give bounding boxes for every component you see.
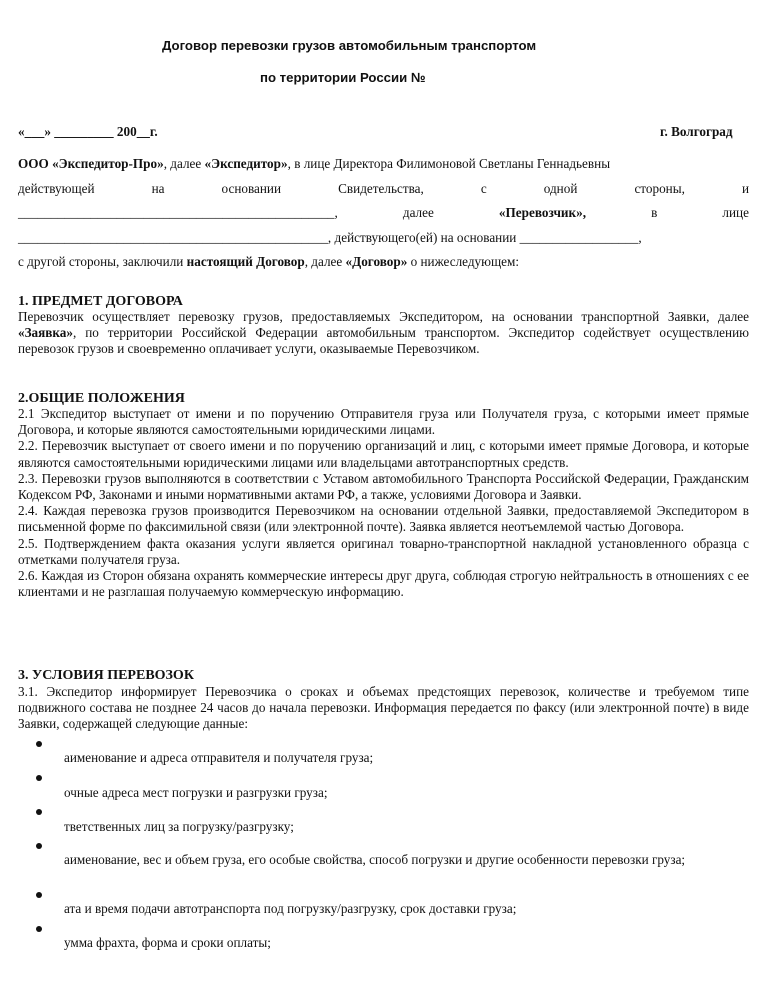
contract-term: настоящий Договор: [186, 254, 305, 269]
preamble-line-3: [18, 205, 749, 221]
document-subtitle: по территории России №: [260, 70, 426, 85]
preamble-text: с другой стороны, заключили: [18, 254, 187, 269]
company-name: ООО «Экспедитор-Про»: [18, 156, 164, 171]
list-item: ата и время подачи автотранспорта под погрузку/разгрузку, срок доставки груза;: [64, 901, 517, 916]
preamble-line-5: [18, 254, 519, 270]
preamble-text: , далее: [304, 254, 346, 269]
carrier-term: «Перевозчик»,: [498, 205, 586, 220]
word: и: [741, 181, 749, 196]
preamble-text-1: , далее: [163, 156, 205, 171]
word: далее: [402, 205, 434, 220]
list-item: аименование и адреса отправителя и получателя груза;: [64, 750, 374, 765]
carrier-blank: ________________________________________________,: [18, 205, 338, 220]
word: Свидетельства,: [338, 181, 424, 196]
bullet-icon: [36, 926, 42, 932]
section-1-paragraph: [18, 309, 749, 358]
word: на: [151, 181, 165, 196]
clause-2-2: 2.2. Перевозчик выступает от своего имени и по поручению организаций и лиц, с которыми имеет прямые Договора, и которые являются самостоятельными юридическими лицами или владельцами автотранспортных средств.: [18, 438, 749, 470]
bullet-icon: [36, 741, 42, 747]
document-title: Договор перевозки грузов автомобильным транспортом: [162, 38, 537, 53]
clause-2-6: 2.6. Каждая из Сторон обязана охранять коммерческие интересы друг друга, соблюдая строгую нейтральность в отношениях с ее клиентами и не разглашая получаемую коммерческую информацию.: [18, 568, 749, 600]
contract-city: г. Волгоград: [660, 124, 733, 139]
contract-short-term: «Договор»: [345, 254, 408, 269]
word: лице: [722, 205, 749, 220]
bullet-icon: [36, 809, 42, 815]
section-2-body: [18, 406, 749, 600]
list-item: очные адреса мест погрузки и разгрузки груза;: [64, 785, 328, 800]
preamble-line-1: [18, 156, 610, 172]
list-item: аименование, вес и объем груза, его особые свойства, способ погрузки и другие особенности перевозки груза;: [64, 852, 686, 867]
preamble-text: о нижеследующем:: [407, 254, 520, 269]
word: одной: [543, 181, 578, 196]
section-2-heading: 2.ОБЩИЕ ПОЛОЖЕНИЯ: [18, 391, 185, 406]
clause-2-4: 2.4. Каждая перевозка грузов производится Перевозчиком на основании отдельной Заявки, предоставляемой Экспедитором в письменной форме по факсимильной связи (или электронной почте). Заявка является неотъемлемой частью Договора.: [18, 503, 749, 535]
clause-2-5: 2.5. Подтверждением факта оказания услуги является оригинал товарно-транспортной накладной установленного образца с отметками получателя груза.: [18, 535, 749, 567]
section-3-heading: 3. УСЛОВИЯ ПЕРЕВОЗОК: [18, 668, 194, 683]
word: в: [651, 205, 658, 220]
list-item: тветственных лиц за погрузку/разгрузку;: [64, 819, 294, 834]
expeditor-term: «Экспедитор»: [204, 156, 288, 171]
preamble-text-2: , в лице Директора Филимоновой Светланы Геннадьевны: [287, 156, 611, 171]
bullet-icon: [36, 892, 42, 898]
preamble-line-2: [18, 181, 749, 197]
section-1-heading: 1. ПРЕДМЕТ ДОГОВОРА: [18, 294, 183, 309]
list-item: умма фрахта, форма и сроки оплаты;: [64, 935, 271, 950]
paragraph-text: Перевозчик осуществляет перевозку грузов, предоставляемых Экспедитором, на основании транспортной Заявки, далее: [18, 309, 749, 324]
request-term: «Заявка»: [18, 325, 73, 341]
word: стороны,: [634, 181, 685, 196]
clause-2-1: 2.1 Экспедитор выступает от имени и по поручению Отправителя груза или Получателя груза, с которыми имеет прямые Договора, и которые являются самостоятельными юридическими лицами.: [18, 406, 749, 438]
clause-3-1: 3.1. Экспедитор информирует Перевозчика о сроках и объемах предстоящих перевозок, количестве и требуемом типе подвижного состава не позднее 24 часов до начала перевозки. Информация передается по факсу (или электронной почте) в виде Заявки, содержащей следующие данные:: [18, 684, 749, 732]
bullet-icon: [36, 775, 42, 781]
word: основании: [221, 181, 282, 196]
contract-date: «___» _________ 200__г.: [18, 124, 158, 139]
bullet-icon: [36, 843, 42, 849]
word: с: [480, 181, 487, 196]
paragraph-text: , по территории Российской Федерации автомобильным транспортом. Экспедитор содействует осуществлению перевозок грузов и своевременно оплачивает услуги, оказываемые Перевозчиком.: [18, 325, 749, 357]
preamble-line-4: _______________________________________________, действующего(ей) на основании __________________,: [18, 230, 642, 245]
clause-2-3: 2.3. Перевозки грузов выполняются в соответствии с Уставом автомобильного Транспорта Российской Федерации, Гражданским Кодексом РФ, Законами и иными нормативными актами РФ, а также, условиями Договора и Заявки.: [18, 470, 749, 503]
word: действующей: [18, 181, 95, 196]
